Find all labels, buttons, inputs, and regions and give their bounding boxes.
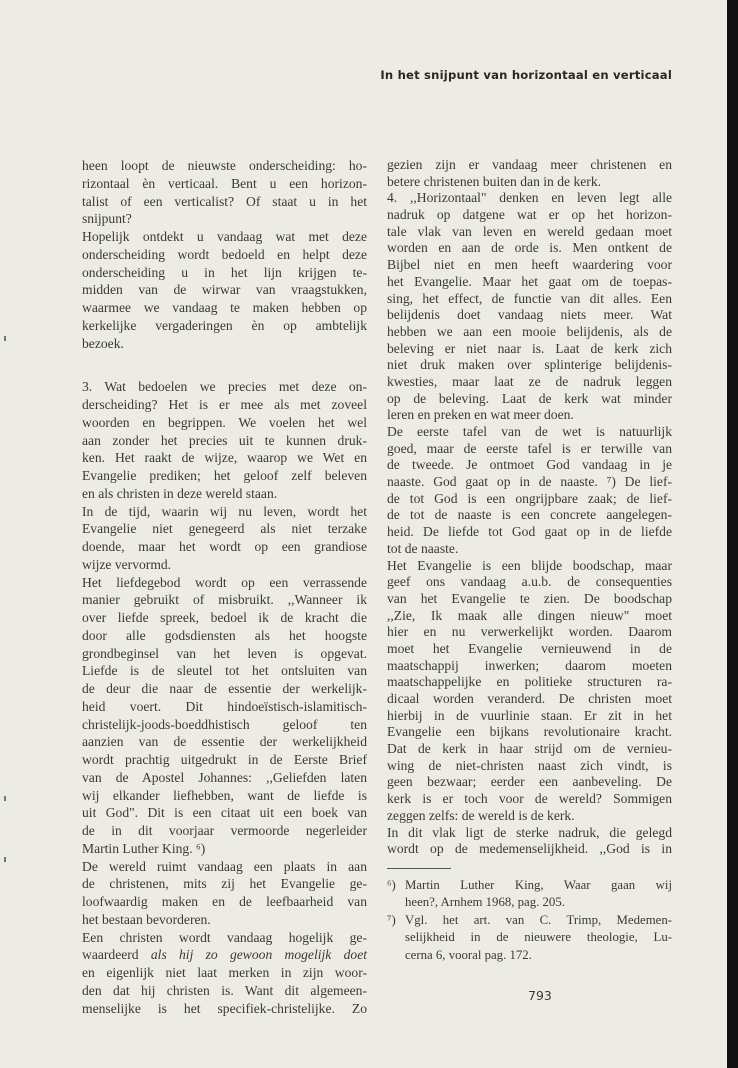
text-line: De eerste tafel van de wet is natuurlijk [387, 424, 672, 439]
text-line: midden van de wirwar van vraagstukken, [82, 282, 367, 298]
text-line: Vgl. het art. van C. Trimp, Medemen- [405, 912, 672, 927]
text-line: wordt op de medemenselijkheid. ,,God is in [387, 841, 672, 857]
text-line: hierbij in de vuurlinie staan. Er zit in het [387, 707, 672, 723]
text-line: door alle godsdiensten als het hoogste [82, 627, 367, 643]
text-line: van het Evangelie te zien. De boodschap [387, 590, 672, 606]
italic-text: als hij zo gewoon mogelijk doet [150, 947, 368, 963]
text-line: 3. Wat bedoelen we precies met deze on- [82, 379, 367, 395]
text-line: kerk is er toch voor de wereld? Sommigen [387, 791, 672, 807]
text-line: maatschappelijke en politieke structuren ra- [387, 674, 672, 690]
footnote-text [405, 912, 672, 965]
text-line: doende, maar het wordt op een grandiose [82, 539, 367, 554]
page-number: 793 [528, 988, 552, 1003]
text-line: selijkheid in de nieuwere theologie, Lu- [405, 930, 672, 945]
paragraph [82, 228, 367, 352]
text-line: loofwaardig maken en de leefbaarheid van [82, 894, 367, 909]
text-line: van de Apostel Johannes: ,,Geliefden laten [82, 769, 367, 785]
paragraph [82, 503, 367, 574]
text-line: ken. Het raakt de wijze, waarop we Wet en [82, 450, 367, 466]
text-line: hebben we aan een mooie belijdenis, als de [387, 323, 672, 339]
text-line: de deur die naar de essentie der werkelijk- [82, 681, 367, 696]
paragraph-gap [82, 352, 367, 378]
text-line: niet druk maken over splinterige belijdenis- [387, 357, 672, 373]
text-line: leren en preken en wat meer doen. [387, 407, 574, 423]
text-line: maatschappij inwerken; daarom moeten [387, 657, 672, 673]
text-line: en als christen in deze wereld staan. [82, 485, 278, 501]
text-line: belijdenis doet vandaag niets meer. Wat [387, 307, 672, 323]
paragraph [82, 929, 367, 1018]
text-line: de tot de naaste is een concrete aangelegen- [387, 507, 672, 523]
text-line: christelijk-joods-boeddhistisch geloof ten [82, 716, 367, 732]
text-line: betere christenen buiten dan in de kerk. [387, 173, 602, 189]
paragraph [82, 574, 367, 858]
text-line: menselijke is het specifiek-christelijke. Zo [82, 1000, 367, 1016]
text-line: Martin Luther King, Waar gaan wij [405, 877, 672, 892]
text-line: uit God". Dit is een citaat uit een boek van [82, 805, 367, 821]
text-line: de tweede. Je ontmoet God vandaag in je [387, 457, 672, 473]
text-line: onderscheiding wordt bedoeld en helpt deze [82, 246, 367, 262]
text-line: waarmee we vandaag te maken hebben op [82, 300, 367, 315]
text-line: nadruk op datgene wat er op het horizon- [387, 207, 672, 223]
text-line: Liefde is de sleutel tot het ontsluiten van [82, 663, 367, 679]
text-line: het bestaan bevorderen. [82, 911, 211, 927]
text-line: de christenen, mits zij het Evangelie ge- [82, 876, 367, 892]
text-line: kwesties, maar laat ze de nadruk leggen [387, 373, 672, 389]
text-line: Een christen wordt vandaag hogelijk ge- [82, 929, 367, 945]
text-line: geen bezwaar; eerder een aanbeveling. De [387, 774, 672, 790]
text-line: moet het Evangelie vernieuwend in de [387, 640, 672, 656]
footnote-mark: ⁷) [387, 912, 396, 927]
text-line: In de tijd, waarin wij nu leven, wordt het [82, 503, 367, 519]
text-line: hier en nu verwerkelijkt worden. Daarom [387, 624, 672, 640]
footnotes [387, 877, 672, 965]
text-line: sing, het effect, de functie van dit alles. Een [387, 290, 672, 306]
paragraph [387, 825, 672, 858]
footnote-mark: ⁶) [387, 877, 396, 892]
scan-edge [727, 0, 738, 1068]
text-line: tale vlak van leven en wereld gedaan moet [387, 223, 672, 239]
text-line: De wereld ruimt vandaag een plaats in aan [82, 858, 367, 874]
text-line: den dat hij christen is. Want dit algemeen- [82, 982, 367, 998]
text-line: wing de niet-christen naast zich vindt, is [387, 757, 672, 773]
footnote [387, 912, 672, 965]
text-line: en eigenlijk niet laat merken in zijn woor- [82, 965, 367, 980]
paragraph [387, 157, 672, 190]
paragraph [82, 157, 367, 228]
text-line: op de beleving. Laat de kerk wat minder [387, 390, 672, 406]
running-title: In het snijpunt van horizontaal en verticaal [380, 68, 672, 82]
right-column [387, 157, 672, 964]
text-line: cerna 6, vooral pag. 172. [405, 947, 532, 962]
text-line: aan zonder het precies uit te kunnen druk- [82, 432, 367, 448]
text-line: het Evangelie. Maar het gaat om de toepas- [387, 273, 672, 289]
text-line: Het liefdegebod wordt op een verrassende [82, 574, 367, 590]
paragraph [387, 424, 672, 558]
left-column [82, 157, 367, 1017]
scan-mark [4, 336, 6, 341]
text-line: de in dit voorjaar vermoorde negerleider [82, 823, 367, 838]
text-line: 4. ,,Horizontaal" denken en leven legt alle [387, 190, 672, 206]
text-line [82, 946, 367, 964]
text-line: manier gebruikt of misbruikt. ,,Wanneer ik [82, 592, 367, 608]
text-line: talist of een verticalist? Of staat u in het [82, 193, 367, 209]
text-line: Hopelijk ontdekt u vandaag wat met deze [82, 229, 367, 244]
text-line: heen?, Arnhem 1968, pag. 205. [405, 895, 565, 910]
text-line: worden en aan de orde is. Men ontkent de [387, 240, 672, 256]
text-line: Dat de kerk in haar strijd om de vernieu- [387, 741, 672, 757]
text-line: over liefde spreek, bedoel ik de kracht die [82, 610, 367, 625]
text-line: kerkelijke vergaderingen èn op ambtelijk [82, 317, 367, 333]
text-line: zeggen zelfs: de wereld is de kerk. [387, 807, 575, 823]
text-line: rizontaal èn verticaal. Bent u een horizon- [82, 175, 367, 191]
text-segment: waardeerd [82, 947, 151, 963]
footnote [387, 877, 672, 912]
text-line: Evangelie een bijkans revolutionaire kracht. [387, 724, 672, 740]
text-line: Bijbel niet en men heeft waardering voor [387, 257, 672, 273]
text-line: Het Evangelie is een blijde boodschap, maar [387, 557, 672, 573]
text-line: geef ons vandaag a.u.b. de consequenties [387, 574, 672, 590]
text-line: snijpunt? [82, 211, 132, 227]
text-line: wij elkander liefhebben, want de liefde is [82, 787, 367, 803]
text-line: In dit vlak ligt de sterke nadruk, die gelegd [387, 824, 672, 840]
footnote-text [405, 877, 672, 912]
text-line: onderscheiding u in het lijn krijgen te- [82, 264, 367, 280]
right-column-body [387, 157, 672, 858]
text-line: woorden en begrippen. We voelen het wel [82, 414, 367, 430]
text-line: heid voert. Dit hindoeïstisch-islamitisch- [82, 698, 367, 714]
text-line: Evangelie niet genegeerd als niet terzake [82, 521, 367, 537]
paragraph [387, 190, 672, 424]
text-line: aanzien van de essentie der werkelijkheid [82, 734, 367, 750]
text-line: Martin Luther King. ⁶) [82, 840, 206, 856]
text-line: ,,Zie, Ik maak alle dingen nieuw" moet [387, 607, 672, 623]
text-line: heen loopt de nieuwste onderscheiding: ho- [82, 158, 367, 173]
text-line: naaste. God gaat op in de naaste. ⁷) De lief- [387, 474, 672, 490]
text-line: Evangelie prediken; het geloof zelf beleven [82, 468, 367, 483]
text-line: dicaal worden veranderd. De christen moet [387, 691, 672, 706]
text-line: heid. De liefde tot God gaat op in de liefde [387, 524, 672, 540]
text-line: de tot God is een ongrijpbare zaak; de lief- [387, 490, 672, 506]
text-line: beleving er niet naar is. Laat de kerk zich [387, 340, 672, 356]
paragraph [82, 378, 367, 502]
text-line: goed, maar de eerste tafel is er terwille van [387, 440, 672, 456]
text-line: gezien zijn er vandaag meer christenen en [387, 157, 672, 172]
scan-mark [4, 796, 6, 801]
text-line: wordt prachtig uitgedrukt in de Eerste Brief [82, 752, 367, 767]
text-line: wijze vervormd. [82, 556, 172, 572]
scan-mark [4, 857, 6, 862]
footnote-rule [387, 868, 451, 869]
text-line: tot de naaste. [387, 540, 459, 556]
paragraph [387, 558, 672, 825]
text-line: bezoek. [82, 335, 124, 351]
text-line: derscheiding? Het is er mee als met zoveel [82, 397, 367, 412]
text-line: grondbeginsel van het leven is opgevat. [82, 645, 367, 661]
paragraph [82, 858, 367, 929]
